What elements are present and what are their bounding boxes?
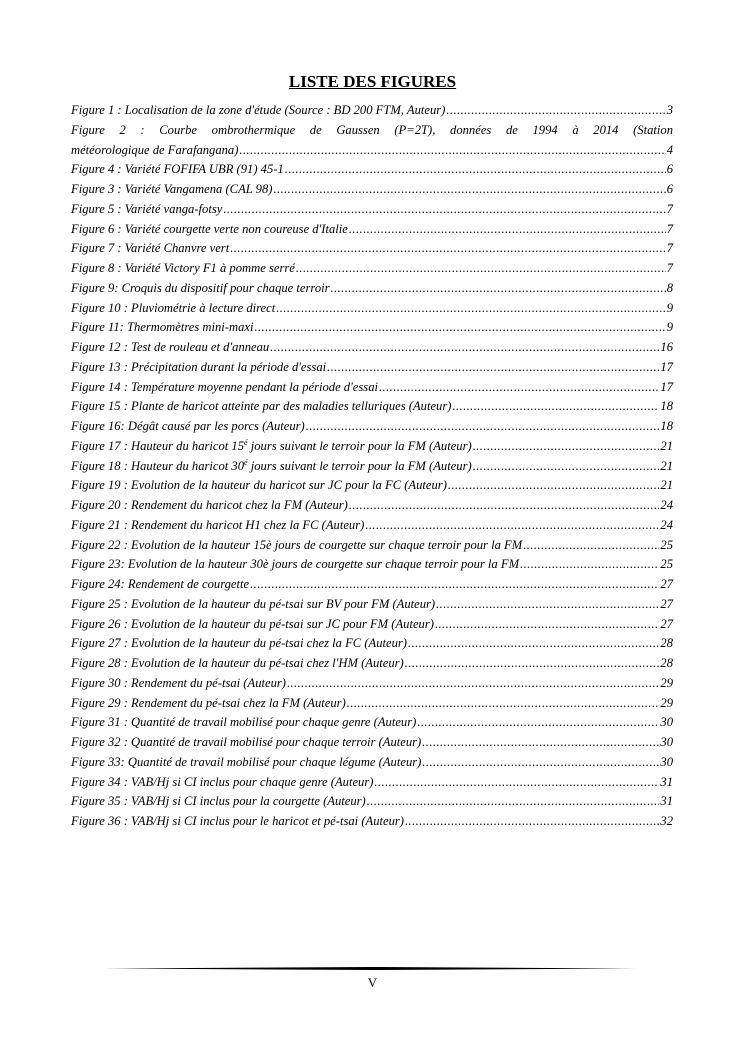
entry-page: 24 (660, 517, 673, 532)
entry-label: Figure 35 : VAB/Hj si CI inclus pour la courgette (Auteur) (71, 794, 366, 809)
entry-label: Figure 26 : Evolution de la hauteur du pé-tsai sur JC pour FM (Auteur) (71, 616, 434, 631)
entry-page: 28 (660, 636, 673, 651)
dot-leader (254, 318, 665, 338)
entry-page: 25 (660, 557, 673, 572)
entry-label: Figure 10 : Pluviométrie à lecture direct (71, 300, 276, 315)
entry-label: Figure 28 : Evolution de la hauteur du pé-tsai chez l'HM (Auteur) (71, 656, 404, 670)
dot-leader (270, 338, 659, 358)
entry-label: Figure 6 : Variété courgette verte non coureuse d'Italie (71, 221, 348, 236)
page-title: LISTE DES FIGURES (288, 72, 457, 91)
toc-entry-figure-7[interactable] (71, 239, 673, 259)
dot-leader (306, 417, 660, 437)
entry-page: 31 (660, 774, 673, 789)
dot-leader (422, 753, 659, 773)
entry-page: 7 (666, 201, 673, 216)
dot-leader (367, 792, 660, 812)
dot-leader (349, 220, 666, 240)
entry-label: Figure 36 : VAB/Hj si CI inclus pour le haricot et pé-tsai (Auteur) (71, 814, 404, 828)
toc-entry-figure-17[interactable] (71, 437, 673, 457)
entry-page: 29 (660, 695, 673, 710)
toc-entry-figure-9[interactable] (71, 279, 673, 299)
entry-page: 24 (660, 498, 673, 512)
toc-entry-figure-11[interactable] (71, 318, 673, 338)
entry-label: Figure 29 : Rendement du pé-tsai chez la FM (Auteur) (71, 695, 346, 710)
entry-page: 9 (666, 320, 673, 335)
toc-entry-figure-36[interactable] (71, 812, 673, 832)
entry-page: 28 (660, 656, 673, 670)
entry-page: 3 (666, 103, 673, 117)
page-number: V (367, 975, 378, 990)
entry-page: 29 (660, 675, 673, 690)
toc-entry-figure-6[interactable] (71, 220, 673, 240)
entry-page: 8 (666, 280, 673, 295)
dot-leader (349, 496, 660, 516)
toc-entry-figure-32[interactable] (71, 733, 673, 753)
toc-entry-figure-3[interactable] (71, 180, 673, 200)
dot-leader (523, 536, 659, 556)
dot-leader (448, 476, 660, 496)
entry-label: Figure 11: Thermomètres mini-maxi (71, 320, 254, 335)
entry-label: Figure 8 : Variété Victory F1 à pomme serré (71, 261, 295, 275)
toc-entry-figure-14[interactable] (71, 378, 673, 398)
entry-label: Figure 16: Dégât causé par les porcs (Auteur) (71, 419, 305, 433)
entry-label: Figure 34 : VAB/Hj si CI inclus pour chaque genre (Auteur) (71, 774, 374, 789)
dot-leader (223, 200, 665, 220)
toc-entry-figure-16[interactable] (71, 417, 673, 437)
dot-leader (239, 141, 665, 161)
entry-label: Figure 7 : Variété Chanvre vert (71, 241, 230, 256)
entry-page: 4 (666, 142, 673, 157)
superscript: é (244, 457, 248, 467)
toc-entry-figure-1[interactable] (71, 101, 673, 121)
entry-page: 30 (660, 715, 673, 730)
dot-leader (417, 713, 659, 733)
entry-page: 6 (666, 162, 673, 177)
entry-label: Figure 27 : Evolution de la hauteur du pé-tsai chez la FC (Auteur) (71, 636, 408, 651)
dot-leader (446, 101, 665, 121)
entry-page: 7 (666, 261, 673, 275)
dot-leader (405, 812, 659, 832)
dot-leader (365, 516, 659, 536)
dot-leader (452, 397, 659, 417)
entry-page: 30 (660, 735, 673, 749)
entry-label: Figure 20 : Rendement du haricot chez la FM (Auteur) (71, 498, 348, 512)
dot-leader (273, 180, 665, 200)
dot-leader (276, 299, 665, 319)
entry-page: 21 (660, 438, 673, 453)
entry-page: 30 (660, 754, 673, 769)
entry-page: 25 (660, 537, 673, 552)
toc-entry-figure-12[interactable] (71, 338, 673, 358)
entry-label: Figure 12 : Test de rouleau et d'anneau (71, 340, 270, 354)
entry-page: 32 (660, 814, 673, 828)
entry-label: Figure 3 : Variété Vangamena (CAL 98) (71, 182, 273, 196)
dot-leader (230, 239, 666, 259)
toc-entry-figure-30[interactable] (71, 674, 673, 694)
superscript: é (244, 437, 248, 447)
dot-leader (473, 457, 660, 477)
entry-label: Figure 18 : Hauteur du haricot $30^é$ jours suivant le terroir pour la FM (Auteur) (71, 457, 472, 473)
dot-leader (379, 378, 659, 398)
entry-label: Figure 25 : Evolution de la hauteur du pé-tsai sur BV pour FM (Auteur) (71, 596, 436, 611)
dot-leader (327, 358, 659, 378)
entry-label-line1: Figure 2 : Courbe ombrothermique de Gaussen (P=2T), données de 1994 à 2014 (Station (71, 122, 673, 137)
entry-label: Figure 14 : Température moyenne pendant la période d'essai (71, 379, 378, 394)
entry-page: 6 (666, 182, 673, 196)
toc-entry-figure-24[interactable] (71, 575, 673, 595)
entry-label: Figure 32 : Quantité de travail mobilisé pour chaque terroir (Auteur) (71, 735, 422, 749)
dot-leader (250, 575, 659, 595)
toc-entry-figure-33[interactable] (71, 753, 673, 773)
entry-label: Figure 31 : Quantité de travail mobilisé pour chaque genre (Auteur) (71, 715, 417, 730)
entry-label: Figure 19 : Evolution de la hauteur du haricot sur JC pour la FC (Auteur) (71, 478, 447, 493)
toc-entry-figure-31[interactable] (71, 713, 673, 733)
entry-label: Figure 23: Evolution de la hauteur 30è jours de courgette sur chaque terroir pour la FM (71, 557, 520, 572)
entry-page: 31 (660, 794, 673, 809)
figure-list (71, 101, 673, 832)
toc-entry-figure-15[interactable] (71, 397, 673, 417)
toc-entry-figure-26[interactable] (71, 615, 673, 635)
entry-page: 27 (660, 616, 673, 631)
entry-page: 9 (666, 300, 673, 315)
toc-entry-figure-2[interactable] (71, 121, 673, 161)
toc-entry-figure-25[interactable] (71, 595, 673, 615)
entry-page: 17 (660, 359, 673, 374)
toc-entry-figure-35[interactable] (71, 792, 673, 812)
entry-page: 27 (660, 577, 673, 591)
toc-entry-figure-10[interactable] (71, 299, 673, 319)
entry-label: Figure 22 : Evolution de la hauteur 15è jours de courgette sur chaque terroir pour la FM (71, 537, 523, 552)
entry-label: Figure 9: Croquis du dispositif pour chaque terroir (71, 280, 330, 295)
entry-label: Figure 4 : Variété FOFIFA UBR (91) 45-1 (71, 162, 284, 177)
entry-page: 17 (660, 379, 673, 394)
entry-label: Figure 24: Rendement de courgette (71, 577, 250, 591)
entry-page: 18 (660, 419, 673, 433)
entry-label: Figure 33: Quantité de travail mobilisé pour chaque légume (Auteur) (71, 754, 422, 769)
dot-leader (435, 615, 659, 635)
entry-page: 7 (666, 241, 673, 256)
entry-label: Figure 13 : Précipitation durant la période d'essai (71, 359, 327, 374)
dot-leader (408, 634, 659, 654)
toc-entry-figure-19[interactable] (71, 476, 673, 496)
toc-entry-figure-23[interactable] (71, 555, 673, 575)
dot-leader (331, 279, 666, 299)
entry-label: Figure 30 : Rendement du pé-tsai (Auteur) (71, 675, 286, 690)
entry-page: 18 (660, 399, 673, 414)
toc-entry-figure-4[interactable] (71, 160, 673, 180)
dot-leader (436, 595, 659, 615)
entry-label: Figure 15 : Plante de haricot atteinte par des maladies telluriques (Auteur) (71, 399, 452, 414)
toc-entry-figure-22[interactable] (71, 536, 673, 556)
entry-page: 21 (660, 458, 673, 473)
dot-leader (296, 259, 666, 279)
toc-entry-figure-8[interactable] (71, 259, 673, 279)
entry-page: 27 (660, 596, 673, 611)
toc-entry-figure-21[interactable] (71, 516, 673, 536)
dot-leader (422, 733, 659, 753)
toc-entry-figure-13[interactable] (71, 358, 673, 378)
entry-label: Figure 1 : Localisation de la zone d'étude (Source : BD 200 FTM, Auteur) (71, 103, 446, 117)
entry-label: Figure 21 : Rendement du haricot H1 chez la FC (Auteur) (71, 517, 365, 532)
toc-entry-figure-20[interactable] (71, 496, 673, 516)
footer-divider (103, 967, 640, 970)
toc-entry-figure-28[interactable] (71, 654, 673, 674)
dot-leader (285, 160, 666, 180)
toc-entry-figure-5[interactable] (71, 200, 673, 220)
dot-leader (374, 773, 659, 793)
toc-entry-figure-18[interactable] (71, 457, 673, 477)
toc-entry-figure-34[interactable] (71, 773, 673, 793)
dot-leader (287, 674, 659, 694)
entry-page: 21 (660, 478, 673, 493)
entry-label: Figure 5 : Variété vanga-fotsy (71, 201, 223, 216)
entry-page: 7 (666, 221, 673, 236)
toc-entry-figure-27[interactable] (71, 634, 673, 654)
entry-label: Figure 17 : Hauteur du haricot $15^é$ jours suivant le terroir pour la FM (Auteur) (71, 437, 472, 453)
toc-entry-figure-29[interactable] (71, 694, 673, 714)
entry-label-line2: météorologique de Farafangana) (71, 142, 239, 157)
dot-leader (473, 437, 660, 457)
dot-leader (520, 555, 659, 575)
dot-leader (347, 694, 660, 714)
dot-leader (405, 654, 660, 674)
entry-page: 16 (660, 340, 673, 354)
